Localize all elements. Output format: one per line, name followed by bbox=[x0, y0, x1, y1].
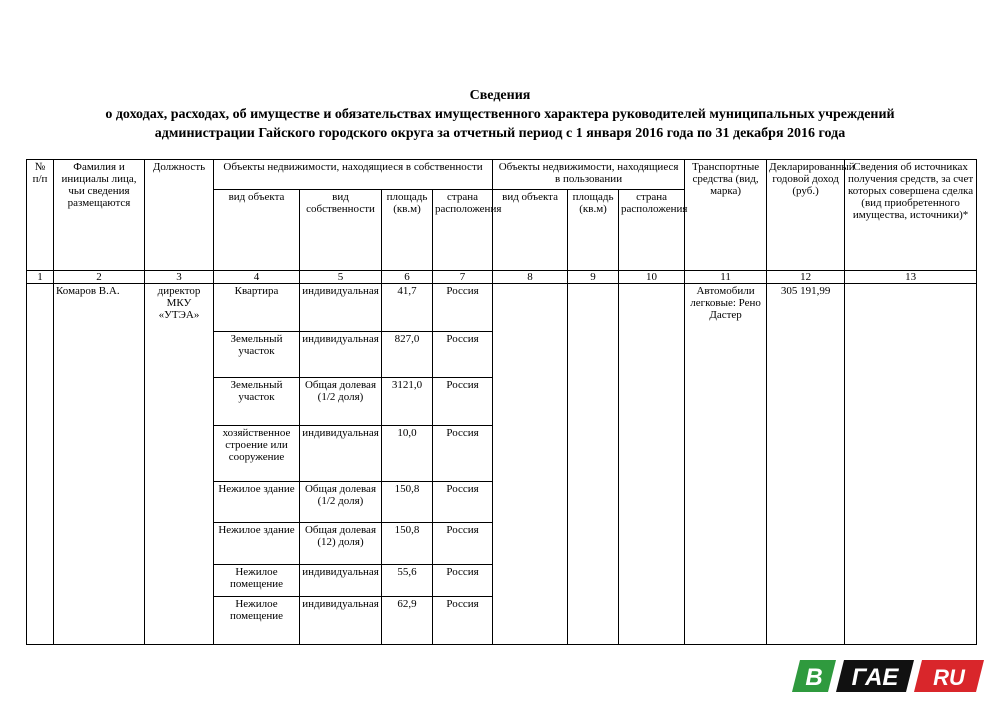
owned-type: хозяйственное строение или сооружение bbox=[214, 426, 300, 482]
column-number: 1 bbox=[27, 271, 54, 284]
header-position: Должность bbox=[145, 160, 214, 271]
title-line-2: о доходах, расходах, об имуществе и обязательствах имущественного характера руководителей муниципальных учреждений bbox=[105, 107, 895, 122]
header-used-type: вид объекта bbox=[493, 190, 568, 271]
header-transport: Транспортные средства (вид, марка) bbox=[685, 160, 767, 271]
owned-ownership: Общая долевая (1/2 доля) bbox=[300, 378, 382, 426]
owned-ownership: Общая долевая (1/2 доля) bbox=[300, 482, 382, 523]
owned-type: Земельный участок bbox=[214, 332, 300, 378]
owned-type: Земельный участок bbox=[214, 378, 300, 426]
owned-ownership: индивидуальная bbox=[300, 332, 382, 378]
owned-area: 10,0 bbox=[382, 426, 433, 482]
owned-area: 41,7 bbox=[382, 284, 433, 332]
owned-country: Россия bbox=[433, 332, 493, 378]
owned-country: Россия bbox=[433, 597, 493, 645]
logo-text-gae: ГАЕ bbox=[851, 664, 899, 691]
column-number: 3 bbox=[145, 271, 214, 284]
owned-area: 62,9 bbox=[382, 597, 433, 645]
column-number: 9 bbox=[568, 271, 619, 284]
header-used-group: Объекты недвижимости, находящиеся в пользовании bbox=[493, 160, 685, 190]
used-type-cell bbox=[493, 284, 568, 645]
owned-type: Нежилое здание bbox=[214, 482, 300, 523]
owned-area: 3121,0 bbox=[382, 378, 433, 426]
person-name: Комаров В.А. bbox=[54, 284, 145, 645]
column-number: 4 bbox=[214, 271, 300, 284]
header-num: № п/п bbox=[27, 160, 54, 271]
owned-ownership: Общая долевая (12) доля) bbox=[300, 523, 382, 565]
header-owned-ownership: вид собственности bbox=[300, 190, 382, 271]
declaration-table bbox=[26, 159, 977, 645]
header-owned-country: страна расположения bbox=[433, 190, 493, 271]
header-owned-area: площадь (кв.м) bbox=[382, 190, 433, 271]
owned-country: Россия bbox=[433, 284, 493, 332]
column-number: 5 bbox=[300, 271, 382, 284]
owned-country: Россия bbox=[433, 565, 493, 597]
owned-country: Россия bbox=[433, 426, 493, 482]
column-number: 11 bbox=[685, 271, 767, 284]
owned-type: Нежилое помещение bbox=[214, 565, 300, 597]
column-number: 6 bbox=[382, 271, 433, 284]
column-number: 13 bbox=[845, 271, 977, 284]
owned-country: Россия bbox=[433, 523, 493, 565]
site-logo bbox=[788, 658, 986, 694]
used-area-cell bbox=[568, 284, 619, 645]
property-row bbox=[27, 284, 977, 332]
title-line-3: администрации Гайского городского округа за отчетный период с 1 января 2016 года по 31 декабря 2016 года bbox=[154, 126, 846, 141]
column-number-row bbox=[27, 271, 977, 284]
document-title bbox=[0, 86, 1000, 143]
logo-text-ru: RU bbox=[933, 665, 965, 690]
header-sources: Сведения об источниках получения средств, за счет которых совершена сделка (вид приобретенного имущества, источники)* bbox=[845, 160, 977, 271]
column-number: 2 bbox=[54, 271, 145, 284]
title-line-1: Сведения bbox=[469, 88, 531, 103]
column-number: 12 bbox=[767, 271, 845, 284]
owned-ownership: индивидуальная bbox=[300, 565, 382, 597]
header-income: Декларированный годовой доход (руб.) bbox=[767, 160, 845, 271]
owned-area: 827,0 bbox=[382, 332, 433, 378]
owned-area: 150,8 bbox=[382, 523, 433, 565]
used-country-cell bbox=[619, 284, 685, 645]
column-number: 7 bbox=[433, 271, 493, 284]
owned-type: Нежилое помещение bbox=[214, 597, 300, 645]
owned-type: Квартира bbox=[214, 284, 300, 332]
header-used-area: площадь (кв.м) bbox=[568, 190, 619, 271]
owned-ownership: индивидуальная bbox=[300, 597, 382, 645]
person-income: 305 191,99 bbox=[767, 284, 845, 645]
owned-country: Россия bbox=[433, 378, 493, 426]
owned-ownership: индивидуальная bbox=[300, 284, 382, 332]
column-number: 10 bbox=[619, 271, 685, 284]
owned-area: 55,6 bbox=[382, 565, 433, 597]
person-num-cell bbox=[27, 284, 54, 645]
owned-type: Нежилое здание bbox=[214, 523, 300, 565]
header-owned-group: Объекты недвижимости, находящиеся в собственности bbox=[214, 160, 493, 190]
column-number: 8 bbox=[493, 271, 568, 284]
header-used-country: страна расположения bbox=[619, 190, 685, 271]
header-fio: Фамилия и инициалы лица, чьи сведения размещаются bbox=[54, 160, 145, 271]
person-transport: Автомобили легковые: Рено Дастер bbox=[685, 284, 767, 645]
owned-area: 150,8 bbox=[382, 482, 433, 523]
owned-country: Россия bbox=[433, 482, 493, 523]
person-position: директор МКУ «УТЭА» bbox=[145, 284, 214, 645]
person-sources-cell bbox=[845, 284, 977, 645]
logo-text-b: В bbox=[805, 664, 823, 691]
owned-ownership: индивидуальная bbox=[300, 426, 382, 482]
header-owned-type: вид объекта bbox=[214, 190, 300, 271]
